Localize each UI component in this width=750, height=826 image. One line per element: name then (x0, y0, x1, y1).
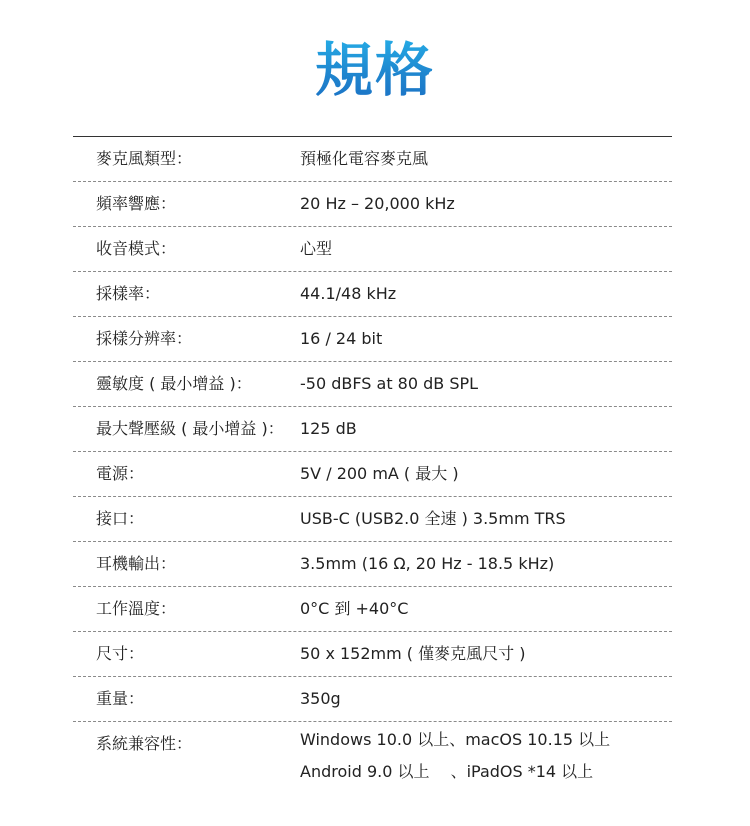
spec-value: 350g (300, 689, 341, 708)
spec-label: 電源： (96, 464, 145, 483)
spec-value: USB-C (USB2.0 全速 ) 3.5mm TRS (300, 509, 566, 528)
spec-label: 頻率響應： (96, 194, 177, 213)
spec-value: 5V / 200 mA ( 最大 ) (300, 464, 459, 483)
spec-row-compatibility (73, 722, 672, 806)
spec-value: 44.1/48 kHz (300, 284, 397, 303)
spec-value: 20 Hz – 20,000 kHz (300, 194, 455, 213)
spec-row-weight (73, 677, 672, 722)
spec-row-sensitivity (73, 362, 672, 407)
spec-row-operating-temperature (73, 587, 672, 632)
spec-row-connectors (73, 497, 672, 542)
spec-row-sample-rate (73, 272, 672, 317)
page-title: 規格 (0, 30, 750, 110)
spec-value-line: Windows 10.0 以上、macOS 10.15 以上 (300, 730, 611, 749)
spec-value: 預極化電容麥克風 (300, 149, 429, 168)
spec-label: 收音模式： (96, 239, 177, 258)
spec-label: 採樣率： (96, 284, 161, 303)
spec-value: 125 dB (300, 419, 357, 438)
spec-row-dimensions (73, 632, 672, 677)
spec-value (300, 724, 610, 788)
spec-label: 靈敏度 ( 最小增益 )： (96, 374, 252, 393)
spec-value: 16 / 24 bit (300, 329, 383, 348)
spec-row-polar-pattern (73, 227, 672, 272)
spec-value: 心型 (300, 239, 333, 258)
spec-label: 耳機輸出： (96, 554, 177, 573)
spec-row-bit-depth (73, 317, 672, 362)
spec-label: 最大聲壓級 ( 最小增益 )： (96, 419, 284, 438)
spec-label: 工作溫度： (96, 599, 177, 618)
spec-label: 系統兼容性： (96, 734, 193, 753)
spec-label: 採樣分辨率： (96, 329, 193, 348)
spec-row-max-spl (73, 407, 672, 452)
spec-label: 接口： (96, 509, 145, 528)
spec-value-line: Android 9.0 以上 、iPadOS *14 以上 (300, 762, 594, 781)
spec-row-headphone-output (73, 542, 672, 587)
spec-value: -50 dBFS at 80 dB SPL (300, 374, 479, 393)
spec-row-power (73, 452, 672, 497)
spec-label: 尺寸： (96, 644, 145, 663)
spec-row-mic-type (73, 137, 672, 182)
spec-row-frequency-response (73, 182, 672, 227)
spec-table (73, 136, 672, 806)
spec-label: 麥克風類型： (96, 149, 193, 168)
spec-value: 50 x 152mm ( 僅麥克風尺寸 ) (300, 644, 526, 663)
spec-value: 3.5mm (16 Ω, 20 Hz - 18.5 kHz) (300, 554, 555, 573)
spec-value: 0°C 到 +40°C (300, 599, 409, 618)
spec-label: 重量： (96, 689, 145, 708)
